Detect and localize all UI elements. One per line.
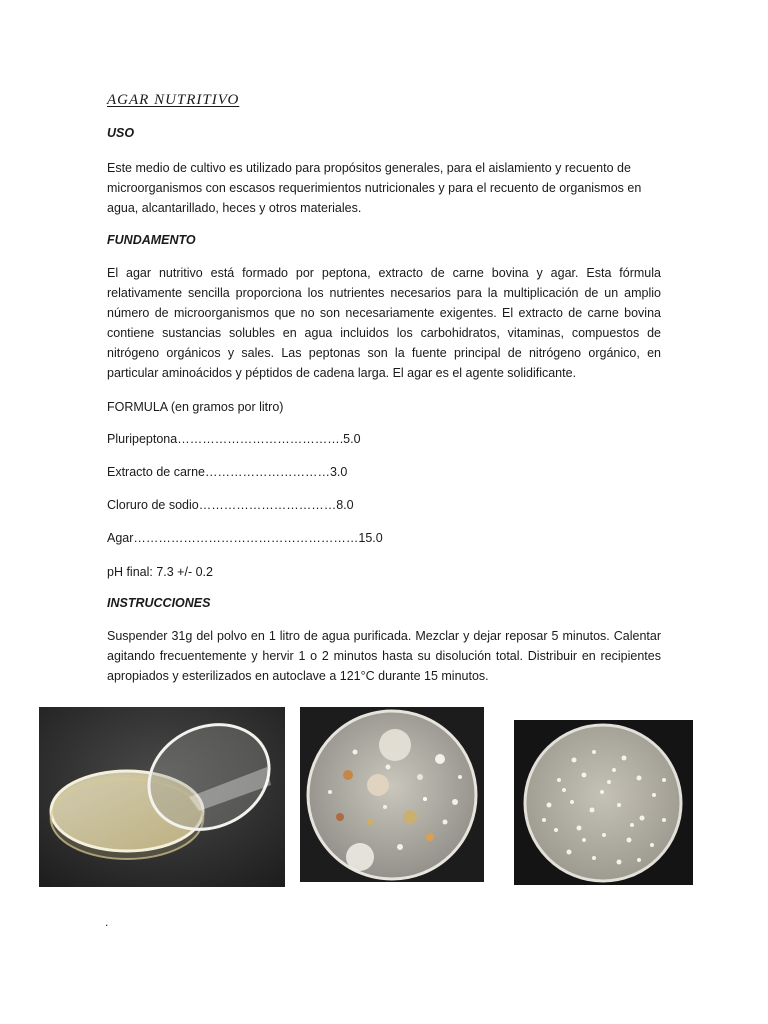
uso-line: agua, alcantarillado, heces y otros materiales.: [107, 201, 362, 215]
uso-paragraph: [107, 158, 661, 218]
instrucciones-line: agitando frecuentemente y hervir 1 o 2 minutos hasta su disolución total. Distribuir en recipientes: [107, 649, 661, 663]
empty-petri-dish-photo: [39, 707, 285, 887]
formula-item-extracto: Extracto de carne…………………………3.0: [107, 465, 348, 479]
white-colonies-petri-dish-photo: [514, 720, 693, 885]
formula-item-cloruro: Cloruro de sodio……………………………8.0: [107, 498, 354, 512]
instrucciones-line: Suspender 31g del polvo en 1 litro de agua purificada. Mezclar y dejar reposar 5 minutos. Calentar: [107, 629, 661, 643]
fundamento-line: relativamente sencilla proporciona los nutrientes necesarios para la multiplicación de un amplio: [107, 286, 661, 300]
formula-item-agar: Agar………………………………………………15.0: [107, 531, 383, 545]
instrucciones-line: apropiados y esterilizados en autoclave a 121°C durante 15 minutos.: [107, 669, 489, 683]
ph-final: pH final: 7.3 +/- 0.2: [107, 565, 213, 579]
instrucciones-paragraph: [107, 626, 661, 686]
formula-heading: FORMULA (en gramos por litro): [107, 400, 284, 414]
fundamento-heading: FUNDAMENTO: [107, 233, 196, 247]
fundamento-line: contiene sustancias solubles en agua incluidos los carbohidratos, vitaminas, compuestos de: [107, 326, 661, 340]
uso-line: microorganismos con escasos requerimientos nutricionales y para el recuento de organismos en: [107, 181, 642, 195]
formula-item-pluripeptona: Pluripeptona………………………………….5.0: [107, 432, 361, 446]
fundamento-line: El agar nutritivo está formado por peptona, extracto de carne bovina y agar. Esta fórmula: [107, 266, 661, 280]
document-title: AGAR NUTRITIVO: [107, 92, 240, 108]
instrucciones-heading: INSTRUCCIONES: [107, 596, 211, 610]
uso-heading: USO: [107, 126, 135, 140]
fundamento-paragraph: [107, 263, 661, 383]
fundamento-line: número de microorganismos que no son necesariamente exigentes. El extracto de carne bovina: [107, 306, 661, 320]
trailing-mark: .: [105, 915, 109, 929]
fundamento-line: particular aminoácidos y péptidos de cadena larga. El agar es el agente solidificante.: [107, 366, 577, 380]
uso-line: Este medio de cultivo es utilizado para propósitos generales, para el aislamiento y recuento de: [107, 161, 631, 175]
fundamento-line: nitrógeno orgánicos y sales. Las peptonas son la fuente principal de nitrógeno orgánico, en: [107, 346, 661, 360]
mixed-colonies-petri-dish-photo: [300, 707, 484, 882]
